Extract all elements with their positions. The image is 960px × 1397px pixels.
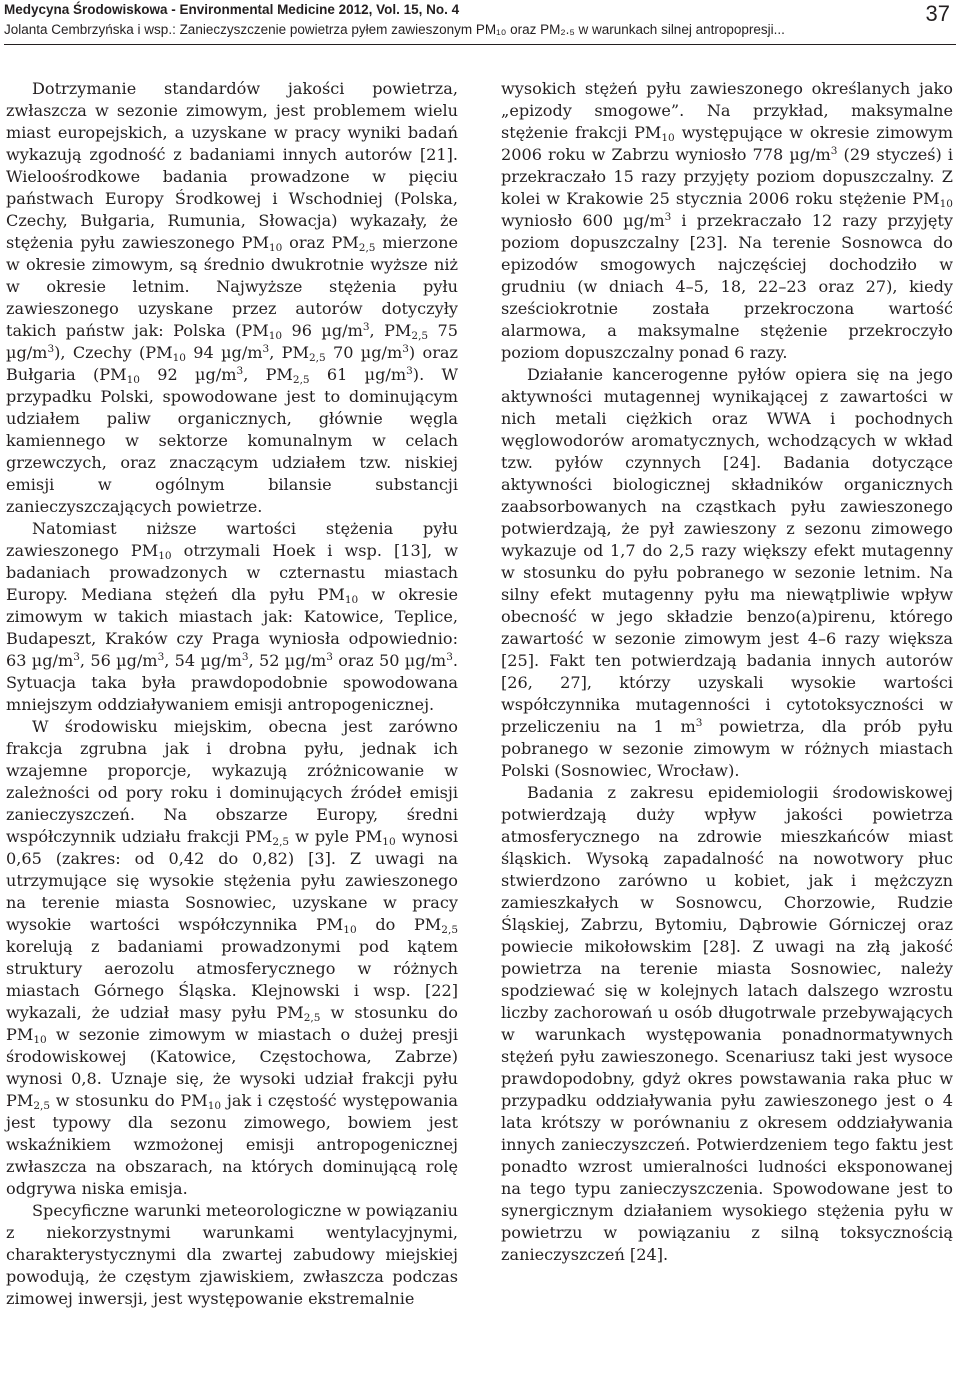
paragraph: Dotrzymanie standardów jakości powietrza, zwłaszcza w sezonie zimowym, jest problemem wielu miast europejskich, a uzyskane w pracy wyniki badań wykazują zgodność z badaniami innych autorów [21]. Wieloośrodkowe badania prowadzone w pięciu państwach Europy Środkowej i Wschodniej (Polska, Czechy, Bułgaria, Rumunia, Słowacja) wykazały, że stężenia pyłu zawieszonego $PM_{10}$ oraz $PM_{2,5}$ mierzone w okresie zimowym, są średnio dwukrotnie wyższe niż w okresie letnim. Najwyższe stężenia pyłu zawieszonego uzyskane przez autorów dotyczyły takich państw jak: Polska ($PM_{10}$ 96 $\mu g/m^3$, $PM_{2,5}$ 75 $\mu g/m^3$), Czechy ($PM_{10}$ 94 $\mu g/m^3$, $PM_{2,5}$ 70 $\mu g/m^3$) oraz Bułgaria ($PM_{10}$ 92 $\mu g/m^3$, $PM_{2,5}$ 61 $\mu g/m^3$). W przypadku Polski, spowodowane jest to dominującym udziałem paliw organicznych, głównie węgla kamiennego w sektorze komunalnym w celach grzewczych, oraz znaczącym udziałem tzw. niskiej emisji w ogólnym bilansie substancji zanieczyszczających powietrze. [6, 79, 459, 516]
page-number: 37 [925, 1, 950, 26]
journal-title: Medycyna Środowiskowa - Environmental Medicine 2012, Vol. 15, No. 4 [4, 2, 460, 17]
running-header [4, 0, 956, 44]
paragraph: Badania z zakresu epidemiologii środowiskowej potwierdzają duży wpływ jakości powietrza atmosferycznego na zdrowie mieszkańców miast śląskich. Wysoką zapadalność na nowotwory płuc stwierdzono zarówno u kobiet, jak i mężczyzn zamieszkałych w Sosnowcu, Chorzowie, Rudzie Śląskiej, Zabrzu, Bytomiu, Dąbrowie Górniczej oraz powiecie mikołowskim [28]. Z uwagi na złą jakość powietrza na terenie miasta Sosnowiec, należy spodziewać się w kolejnych latach dalszego wzrostu liczby zachorowań u osób długotrwale przebywających w warunkach występowania ponadnormatywnych stężeń pyłu zawieszonego. Scenariusz taki jest wysoce prawdopodobny, gdyż okres powstawania raka płuc w przypadku oddziaływania pyłu zawieszonego jest o 4 lata krótszy w porównaniu z okresem oddziaływania innych zanieczyszczeń. Potwierdzeniem tego faktu jest ponadto wzrost umieralności ludności eksponowanej na tego typu zanieczyszczenia. Spowodowane jest to synergicznym działaniem wysokiego stężenia pyłu w powietrzu w powiązaniu z silną toksycznością zanieczyszczeń [24]. [501, 783, 953, 1264]
left-column [6, 78, 458, 1310]
right-column [501, 78, 953, 1266]
paragraph: Działanie kancerogenne pyłów opiera się na jego aktywności mutagennej wynikającej z zawartości w nich metali ciężkich oraz WWA i pochodnych węglowodorów aromatycznych, wchodzących w wkład tzw. pyłów czynnych [24]. Badania dotyczące aktywności biologicznej składników organicznych zaabsorbowanych na cząstkach pyłu zawieszonego potwierdzają, że pył zawieszony z sezonu zimowego wykazuje od 1,7 do 2,5 razy większy efekt mutagenny w stosunku do pyłu pobranego w sezonie letnim. Na silny efekt mutagenny pyłu ma niewątpliwie wpływ obecność w jego składzie benzo(a)pirenu, którego zawartość w sezonie zimowym jest 4–6 razy większa [25]. Fakt ten potwierdzają badania innych autorów [26, 27], którzy uzyskali wysokie wartości współczynnika mutagenności i cytotoksyczności w przeliczeniu na 1 $m^3$ powietrza, dla prób pyłu pobranego w sezonie zimowym w różnych miastach Polski (Sosnowiec, Wrocław). [501, 365, 953, 780]
paragraph: wysokich stężeń pyłu zawieszonego określanych jako „epizody smogowe”. Na przykład, maksymalne stężenie frakcji $PM_{10}$ występujące w okresie zimowym 2006 roku w Zabrzu wyniosło 778 $\mu g/m^3$ (29 stycześ) i przekraczało 15 razy przyjęty poziom dopuszczalny. Z kolei w Krakowie 25 stycznia 2006 roku stężenie $PM_{10}$ wyniosło 600 $\mu g/m^3$ i przekraczało 12 razy przyjęty poziom dopuszczalny [23]. Na terenie Sosnowca do epizodów smogowych najczęściej dochodziło w grudniu (w dniach 4–5, 18, 22–23 oraz 27), kiedy sześciokrotnie została przekroczona wartość alarmowa, a maksymalne stężenie przekroczyło poziom dopuszczalny ponad 6 razy. [501, 79, 953, 362]
running-title: Jolanta Cembrzyńska i wsp.: Zanieczyszczenie powietrza pyłem zawieszonym PM₁₀ oraz PM₂.₅ w warunkach silnej antropopresji... [4, 22, 785, 37]
header-rule [4, 44, 956, 45]
paragraph: Specyficzne warunki meteorologiczne w powiązaniu z niekorzystnymi warunkami wentylacyjnymi, charakterystycznymi dla zwartej zabudowy miejskiej powodują, że częstym zjawiskiem, zwłaszcza podczas zimowej inwersji, jest występowanie ekstremalnie [6, 1201, 458, 1308]
paragraph: Natomiast niższe wartości stężenia pyłu zawieszonego $PM_{10}$ otrzymali Hoek i wsp. [13], w badaniach prowadzonych w czternastu miastach Europy. Mediana stężeń dla pyłu $PM_{10}$ w okresie zimowym w takich miastach jak: Katowice, Teplice, Budapeszt, Kraków czy Praga wyniosła odpowiednio: 63 $\mu g/m^3$, 56 $\mu g/m^3$, 54 $\mu g/m^3$, 52 $\mu g/m^3$ oraz 50 $\mu g/m^3$. Sytuacja taka była prawdopodobnie spowodowana mniejszym oddziaływaniem emisji antropogenicznej. [6, 519, 458, 714]
paragraph: W środowisku miejskim, obecna jest zarówno frakcja zgrubna jak i drobna pyłu, jednak ich wzajemne proporcje, wykazują zróżnicowanie w zależności od pory roku i dominujących źródeł emisji zanieczyszczeń. Na obszarze Europy, średni współczynnik udziału frakcji $PM_{2,5}$ w pyle $PM_{10}$ wynosi 0,65 (zakres: od 0,42 do 0,82) [3]. Z uwagi na utrzymujące się wysokie stężenia pyłu zawieszonego na terenie miasta Sosnowiec, uzyskane w pracy wysokie wartości współczynnika $PM_{10}$ do $PM_{2,5}$ korelują z badaniami prowadzonymi pod kątem struktury aerozolu atmosferycznego w różnych miastach Górnego Śląska. Klejnowski i wsp. [22] wykazali, że udział masy pyłu $PM_{2,5}$ w stosunku do $PM_{10}$ w sezonie zimowym w miastach o dużej presji środowiskowej (Katowice, Częstochowa, Zabrze) wynosi 0,8. Uznaje się, że wysoki udział frakcji pyłu $PM_{2,5}$ w stosunku do $PM_{10}$ jak i częstość występowania jest typowy dla sezonu zimowego, bowiem jest wskaźnikiem wzmożonej emisji antropogenicznej zwłaszcza na obszarach, na których dominującą rolę odgrywa niska emisja. [6, 717, 458, 1198]
